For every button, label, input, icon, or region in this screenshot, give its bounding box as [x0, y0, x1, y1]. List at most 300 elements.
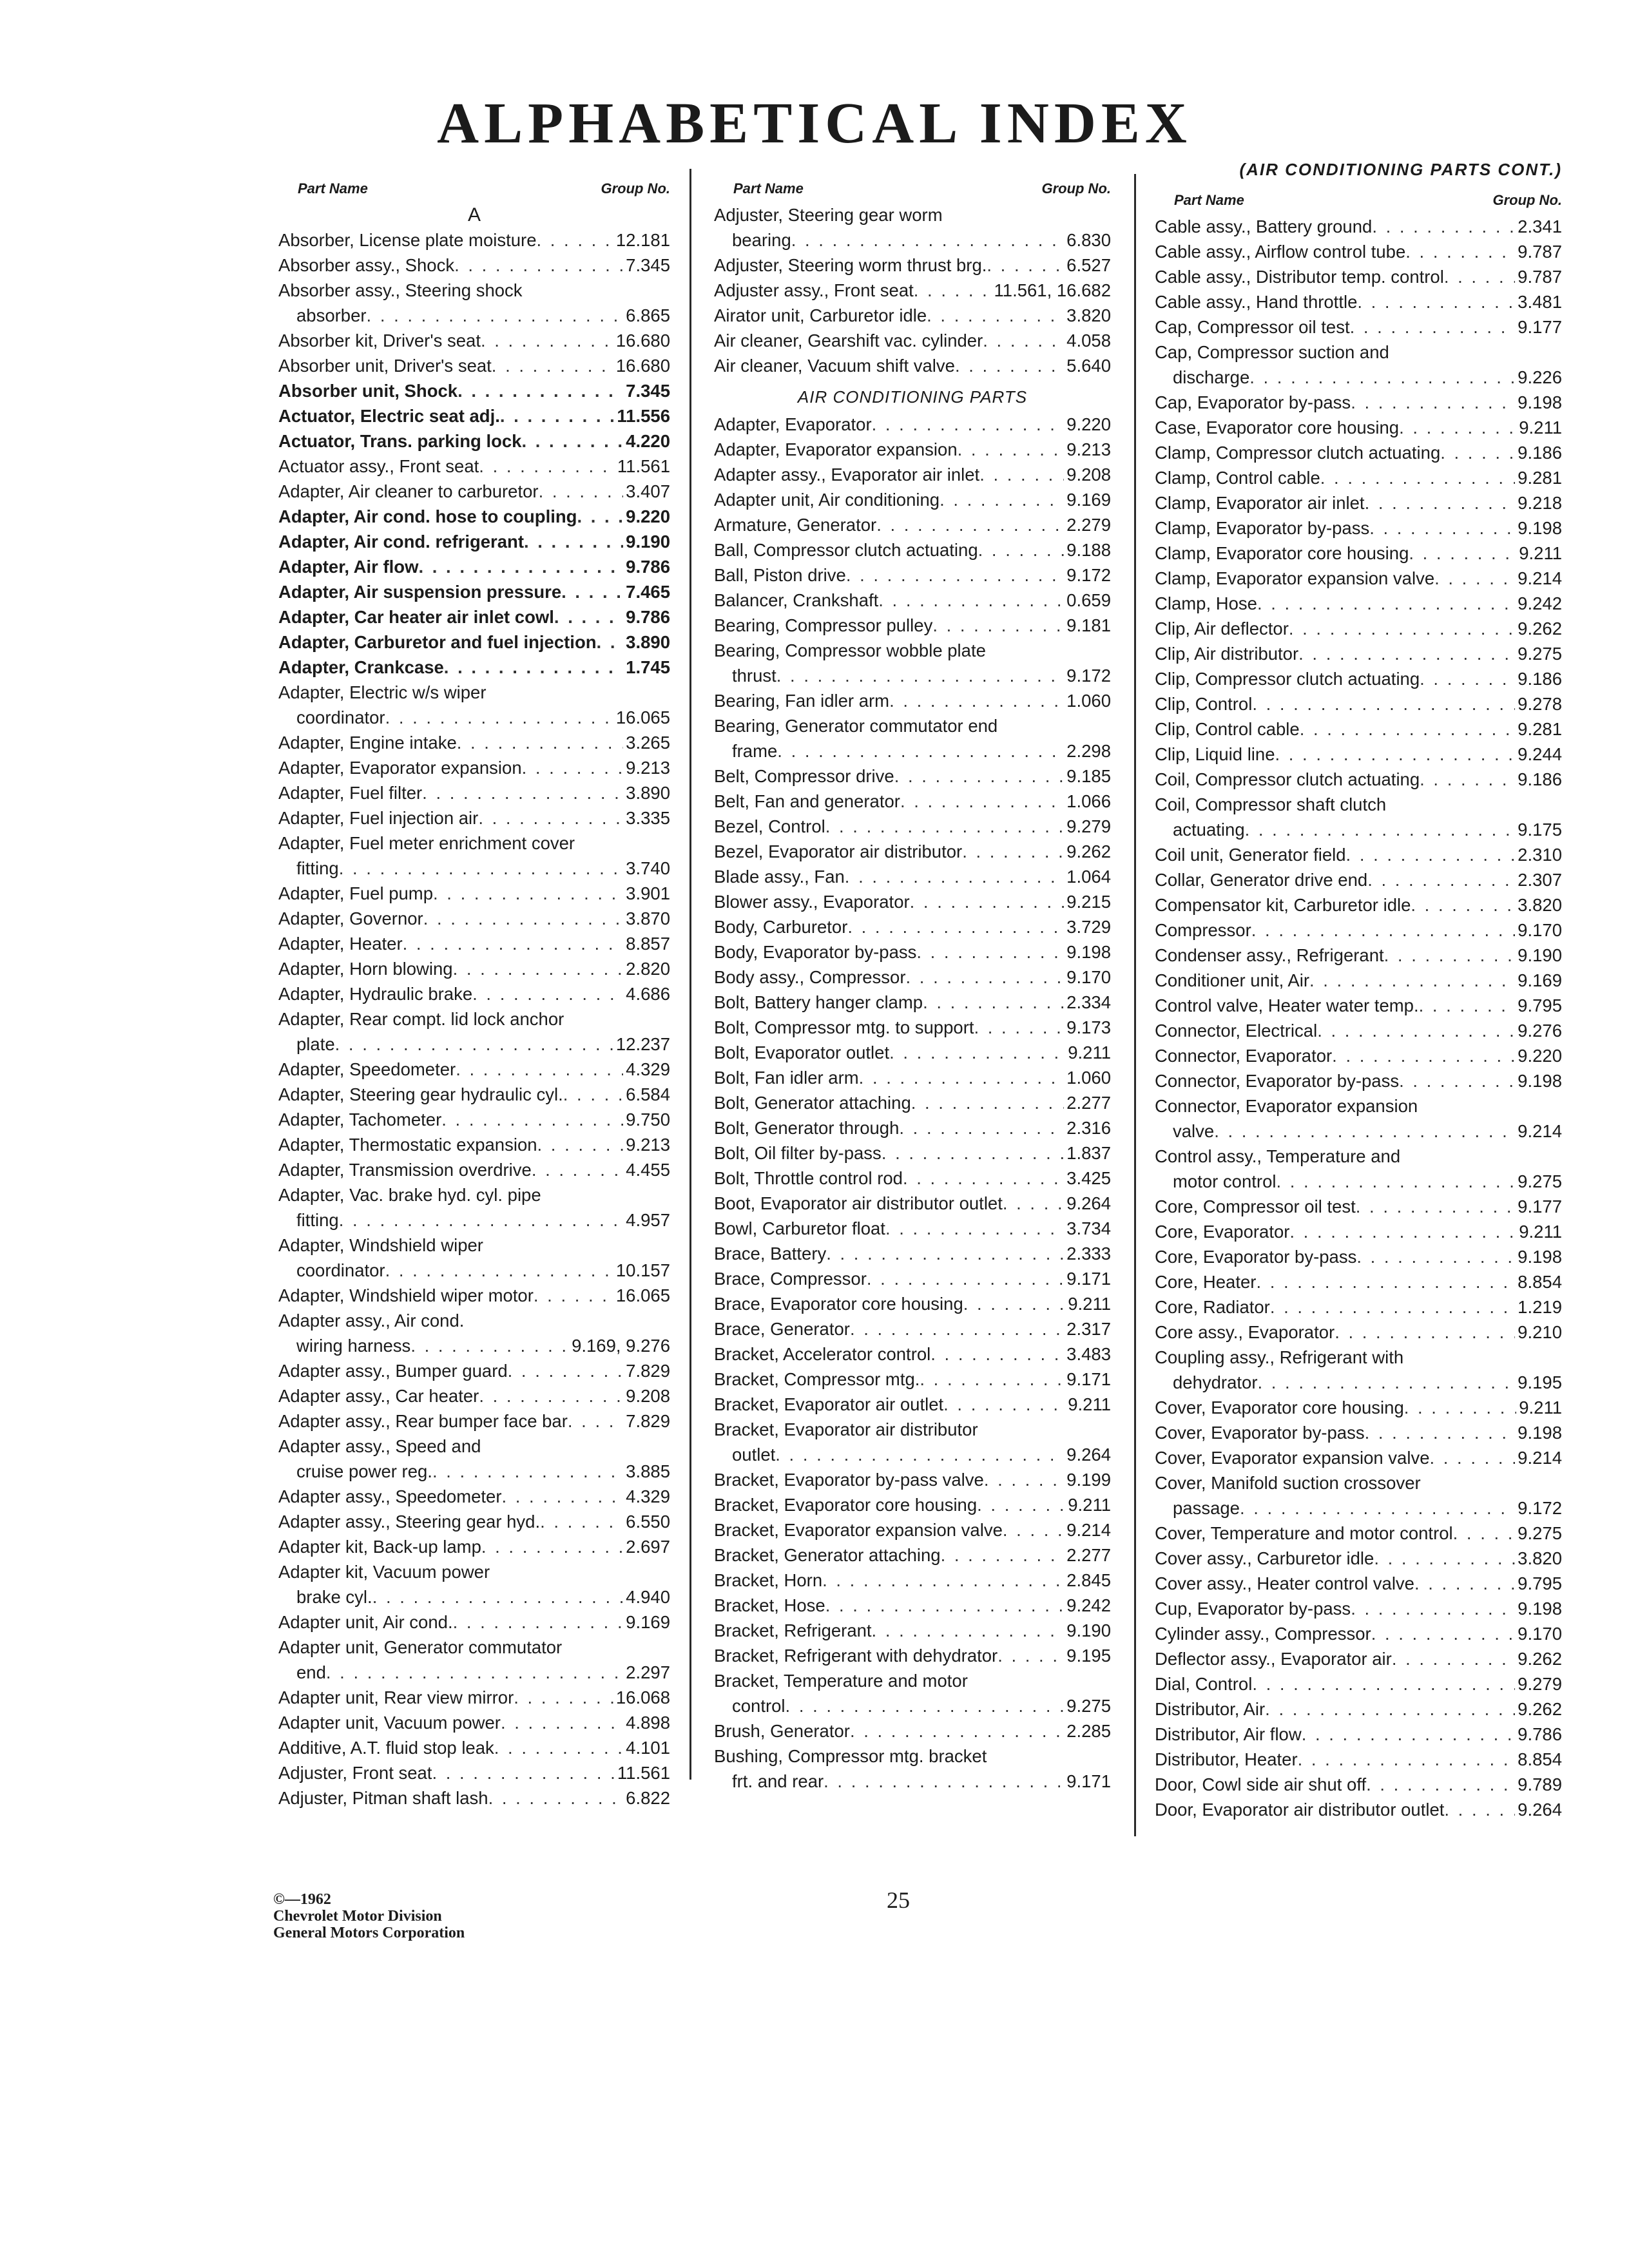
index-entry — [278, 1082, 670, 1107]
group-number: 4.220 — [626, 431, 670, 451]
group-no-header: Group No. — [1492, 192, 1562, 208]
dot-leader — [876, 512, 1064, 537]
index-entry — [1155, 1696, 1562, 1722]
index-entry-continuation — [1155, 1119, 1562, 1144]
index-entry-continuation — [278, 856, 670, 881]
part-name: Blower assy., Evaporator — [714, 892, 910, 912]
group-number: 3.820 — [1518, 895, 1562, 915]
group-number: 9.213 — [626, 758, 670, 778]
part-name: Core, Radiator — [1155, 1297, 1270, 1317]
group-number: 9.211 — [1519, 543, 1562, 563]
dot-leader — [500, 403, 615, 428]
index-entry — [278, 730, 670, 755]
group-number: 2.298 — [1066, 741, 1111, 761]
index-entry — [278, 1182, 670, 1207]
part-name: Absorber kit, Driver's seat — [278, 331, 481, 351]
part-name: Body assy., Compressor — [714, 967, 906, 987]
dot-leader — [481, 1534, 623, 1559]
part-name: Adapter, Air cleaner to carburetor — [278, 481, 539, 501]
index-entry — [714, 1065, 1111, 1090]
part-name: Adapter kit, Back-up lamp — [278, 1537, 481, 1557]
dot-leader — [335, 1032, 613, 1057]
group-number: 3.870 — [626, 908, 670, 928]
group-number: 9.185 — [1066, 766, 1111, 786]
index-entry — [714, 1140, 1111, 1166]
part-name: Connector, Evaporator by-pass — [1155, 1071, 1400, 1091]
index-entry — [1155, 1521, 1562, 1546]
index-entry — [278, 253, 670, 278]
group-number: 9.198 — [1518, 518, 1562, 538]
group-number: 9.211 — [1068, 1294, 1111, 1314]
part-name: Adjuster, Pitman shaft lash — [278, 1788, 488, 1808]
index-entry — [1155, 541, 1562, 566]
dot-leader — [958, 437, 1065, 462]
group-number: 4.058 — [1066, 331, 1111, 351]
group-number: 9.169 — [1518, 970, 1562, 990]
group-number: 2.845 — [1066, 1570, 1111, 1590]
dot-leader — [920, 1367, 1064, 1392]
index-entry — [278, 454, 670, 479]
dot-leader — [850, 1316, 1064, 1341]
part-name: Compensator kit, Carburetor idle — [1155, 895, 1411, 915]
index-entry — [1155, 239, 1562, 264]
group-number: 4.455 — [626, 1160, 670, 1180]
dot-leader — [786, 1693, 1065, 1718]
dot-leader — [984, 1467, 1064, 1492]
index-entry — [1155, 968, 1562, 993]
dot-leader — [532, 1157, 623, 1182]
part-name: Cap, Compressor oil test — [1155, 317, 1350, 337]
dot-leader — [777, 738, 1064, 764]
index-entry — [714, 1492, 1111, 1517]
column-header — [278, 174, 670, 202]
part-name: Adapter assy., Bumper guard — [278, 1361, 508, 1381]
dot-leader — [1309, 968, 1515, 993]
part-name-header: Part Name — [298, 180, 368, 197]
dot-leader — [1350, 314, 1516, 340]
dot-leader — [423, 906, 623, 931]
dot-leader — [791, 227, 1064, 253]
group-number: 16.680 — [615, 356, 670, 376]
index-entry — [278, 1735, 670, 1760]
part-name: Connector, Evaporator expansion — [1155, 1096, 1418, 1116]
part-name: Coil, Compressor shaft clutch — [1155, 794, 1387, 814]
index-entry — [278, 378, 670, 403]
part-name: Bracket, Evaporator by-pass valve — [714, 1470, 984, 1490]
part-name: Adapter assy., Car heater — [278, 1386, 479, 1406]
index-entry — [1155, 1747, 1562, 1772]
index-entry — [278, 1785, 670, 1811]
part-name: Bracket, Evaporator air outlet — [714, 1394, 944, 1414]
part-name: Adapter, Air cond. refrigerant — [278, 532, 524, 552]
index-entry — [1155, 1621, 1562, 1646]
part-name: frt. and rear — [732, 1771, 824, 1791]
group-number: 9.190 — [626, 532, 670, 552]
dot-leader — [1289, 1219, 1516, 1244]
index-entry — [1155, 1018, 1562, 1043]
index-entry — [714, 1643, 1111, 1668]
index-entry — [278, 278, 670, 303]
dot-leader — [900, 789, 1064, 814]
dot-leader — [940, 487, 1064, 512]
dot-leader — [554, 604, 623, 629]
group-number: 2.310 — [1518, 845, 1562, 865]
part-name: Distributor, Heater — [1155, 1749, 1298, 1769]
part-name: Case, Evaporator core housing — [1155, 418, 1400, 437]
index-entry — [1155, 340, 1562, 365]
section-heading: AIR CONDITIONING PARTS — [797, 387, 1028, 407]
part-name: Bracket, Refrigerant with dehydrator — [714, 1646, 998, 1666]
index-entry — [278, 1534, 670, 1559]
part-name: Cylinder assy., Compressor — [1155, 1624, 1371, 1644]
part-name: Cover, Evaporator core housing — [1155, 1398, 1404, 1418]
group-number: 9.169, 9.276 — [572, 1336, 670, 1356]
index-entry — [1155, 892, 1562, 918]
index-entry-continuation — [1155, 817, 1562, 842]
index-entry — [278, 579, 670, 604]
part-name: Cup, Evaporator by-pass — [1155, 1599, 1351, 1619]
part-name: Airator unit, Carburetor idle — [714, 305, 927, 325]
part-name: Ball, Piston drive — [714, 565, 846, 585]
part-name: Absorber assy., Steering shock — [278, 280, 523, 300]
index-entry — [714, 990, 1111, 1015]
part-name: Adapter assy., Air cond. — [278, 1311, 465, 1331]
index-entry — [714, 512, 1111, 537]
dot-leader — [539, 479, 624, 504]
group-number: 2.697 — [626, 1537, 670, 1557]
dot-leader — [998, 1643, 1064, 1668]
corporation-name: General Motors Corporation — [273, 1925, 465, 1941]
group-number: 2.297 — [626, 1662, 670, 1682]
group-number: 1.066 — [1066, 791, 1111, 811]
dot-leader — [1320, 465, 1515, 490]
dot-leader — [1332, 1043, 1515, 1068]
dot-leader — [1302, 1722, 1515, 1747]
group-number: 9.186 — [1518, 769, 1562, 789]
dot-leader — [385, 705, 613, 730]
group-number: 3.335 — [626, 808, 670, 828]
part-name: coordinator — [296, 707, 385, 727]
part-name: Adapter, Evaporator expansion — [278, 758, 522, 778]
dot-leader — [502, 1484, 624, 1509]
group-number: 9.275 — [1518, 1171, 1562, 1191]
dot-leader — [1317, 1018, 1515, 1043]
dot-leader — [1392, 1646, 1515, 1671]
dot-leader — [540, 1509, 623, 1534]
dot-leader — [456, 1057, 623, 1082]
dot-leader — [1399, 1068, 1515, 1093]
dot-leader — [494, 1735, 623, 1760]
dot-leader — [422, 780, 623, 805]
part-name: Belt, Compressor drive — [714, 766, 894, 786]
part-name: Balancer, Crankshaft — [714, 590, 879, 610]
index-entry — [1155, 1445, 1562, 1470]
dot-leader — [1365, 1420, 1516, 1445]
index-entry — [714, 1341, 1111, 1367]
index-entry — [714, 1417, 1111, 1442]
index-entry — [714, 303, 1111, 328]
group-number: 11.556 — [617, 406, 670, 426]
index-entry — [278, 604, 670, 629]
index-entry — [278, 1057, 670, 1082]
dot-leader — [846, 562, 1064, 588]
dot-leader — [1405, 239, 1515, 264]
dot-leader — [508, 1358, 624, 1383]
group-number: 9.787 — [1518, 267, 1562, 287]
part-name: Adapter unit, Air conditioning — [714, 490, 940, 510]
part-name: Adapter, Heater — [278, 934, 403, 954]
index-entry — [278, 1610, 670, 1635]
dot-leader — [1270, 1294, 1515, 1320]
index-entry — [1155, 214, 1562, 239]
part-name: Clip, Air distributor — [1155, 644, 1299, 664]
index-entry — [1155, 1219, 1562, 1244]
dot-leader — [941, 1542, 1065, 1568]
part-name: Bracket, Evaporator air distributor — [714, 1419, 978, 1439]
entry-list — [1155, 214, 1562, 1822]
part-name: Adjuster assy., Front seat — [714, 280, 914, 300]
part-name: absorber — [296, 305, 367, 325]
part-name: Core, Heater — [1155, 1272, 1257, 1292]
index-entry — [278, 1157, 670, 1182]
part-name: fitting — [296, 858, 339, 878]
part-name: Bracket, Hose — [714, 1595, 825, 1615]
dot-leader — [1409, 541, 1516, 566]
dot-leader — [1369, 515, 1515, 541]
group-number: 9.172 — [1066, 565, 1111, 585]
group-number: 9.795 — [1518, 1573, 1562, 1593]
dot-leader — [894, 764, 1064, 789]
index-entry — [714, 1668, 1111, 1693]
group-number: 9.789 — [1518, 1774, 1562, 1794]
group-number: 9.177 — [1518, 1196, 1562, 1216]
part-name: Absorber assy., Shock — [278, 255, 455, 275]
group-number: 9.786 — [626, 607, 670, 627]
part-name: Bolt, Compressor mtg. to support — [714, 1017, 974, 1037]
group-number: 9.262 — [1518, 1649, 1562, 1669]
part-name: wiring harness — [296, 1336, 411, 1356]
dot-leader — [916, 939, 1064, 965]
part-name: Ball, Compressor clutch actuating — [714, 540, 978, 560]
index-entry — [1155, 918, 1562, 943]
group-number: 9.199 — [1066, 1470, 1111, 1490]
group-number: 9.208 — [1066, 465, 1111, 485]
dot-leader — [1252, 691, 1515, 716]
index-entry — [714, 1191, 1111, 1216]
index-entry — [278, 1006, 670, 1032]
index-entry — [278, 504, 670, 529]
part-name: Clamp, Evaporator air inlet — [1155, 493, 1365, 513]
part-name: Adapter, Windshield wiper motor — [278, 1285, 534, 1305]
dot-leader — [326, 1660, 623, 1685]
part-name: Bezel, Evaporator air distributor — [714, 841, 963, 861]
group-number: 8.854 — [1518, 1749, 1562, 1769]
index-entry — [714, 638, 1111, 663]
part-name: Bracket, Temperature and motor — [714, 1671, 968, 1691]
dot-leader — [385, 1258, 613, 1283]
part-name: Bracket, Horn — [714, 1570, 823, 1590]
group-number: 5.640 — [1066, 356, 1111, 376]
index-entry-continuation — [278, 1660, 670, 1685]
part-name: Adapter, Horn blowing — [278, 959, 453, 979]
group-number: 9.171 — [1066, 1369, 1111, 1389]
dot-leader — [899, 1115, 1064, 1140]
part-name: Clip, Air deflector — [1155, 619, 1289, 639]
column-divider — [689, 169, 691, 1780]
index-entry — [278, 403, 670, 428]
group-number: 3.425 — [1066, 1168, 1111, 1188]
index-entry — [1155, 1320, 1562, 1345]
part-name: frame — [732, 741, 778, 761]
index-entry — [714, 1166, 1111, 1191]
part-name: Adapter, Fuel injection air — [278, 808, 479, 828]
dot-leader — [1374, 1546, 1515, 1571]
index-entry — [1155, 1671, 1562, 1696]
part-name: thrust — [732, 666, 776, 686]
part-name: Clip, Compressor clutch actuating — [1155, 669, 1420, 689]
group-number: 9.279 — [1066, 816, 1111, 836]
dot-leader — [472, 981, 623, 1006]
index-entry — [1155, 993, 1562, 1018]
part-name: Bolt, Generator through — [714, 1118, 900, 1138]
part-name-header: Part Name — [733, 180, 804, 197]
group-number: 2.341 — [1518, 216, 1562, 236]
group-number: 9.198 — [1518, 1247, 1562, 1267]
part-name: Bearing, Generator commutator end — [714, 716, 998, 736]
index-entry — [1155, 591, 1562, 616]
dot-leader — [962, 839, 1064, 864]
part-name: Adapter, Air flow — [278, 557, 419, 577]
part-name: Clamp, Compressor clutch actuating — [1155, 443, 1441, 463]
part-name: Blade assy., Fan — [714, 867, 845, 887]
part-name: Bezel, Control — [714, 816, 825, 836]
index-entry — [714, 1392, 1111, 1417]
index-entry — [714, 1015, 1111, 1040]
group-number: 6.865 — [626, 305, 670, 325]
index-entry — [278, 931, 670, 956]
dot-leader — [514, 1685, 613, 1710]
dot-leader — [453, 956, 624, 981]
part-name: fitting — [296, 1210, 339, 1230]
part-name: Adapter, Windshield wiper — [278, 1235, 483, 1255]
index-entry — [278, 1509, 670, 1534]
group-number: 9.211 — [1519, 418, 1562, 437]
group-number: 9.171 — [1066, 1771, 1111, 1791]
index-entry — [1155, 390, 1562, 415]
index-entry — [278, 1358, 670, 1383]
index-entry — [714, 789, 1111, 814]
part-name: outlet — [732, 1445, 776, 1465]
index-entry — [1155, 415, 1562, 440]
dot-leader — [457, 730, 623, 755]
group-number: 2.277 — [1066, 1093, 1111, 1113]
index-entry — [714, 1266, 1111, 1291]
part-name: Core, Evaporator — [1155, 1222, 1290, 1242]
index-entry — [714, 537, 1111, 562]
index-entry — [1155, 1571, 1562, 1596]
dot-leader — [882, 1140, 1064, 1166]
index-entry — [278, 1484, 670, 1509]
group-number: 2.317 — [1066, 1319, 1111, 1339]
index-entry — [714, 839, 1111, 864]
index-entry — [1155, 616, 1562, 641]
group-number: 9.198 — [1518, 1423, 1562, 1443]
group-number: 9.276 — [1518, 1021, 1562, 1041]
group-number: 9.181 — [1066, 615, 1111, 635]
dot-leader — [444, 655, 623, 680]
part-name: Core, Compressor oil test — [1155, 1196, 1356, 1216]
part-name: Adapter, Engine intake — [278, 733, 457, 753]
index-entry — [714, 1718, 1111, 1744]
group-number: 7.345 — [626, 255, 670, 275]
index-entry — [1155, 641, 1562, 666]
letter-heading: A — [467, 204, 481, 226]
index-entry — [1155, 289, 1562, 314]
dot-leader — [1346, 842, 1516, 867]
index-entry — [278, 956, 670, 981]
page-title: ALPHABETICAL INDEX — [437, 91, 1192, 155]
column-header — [714, 174, 1111, 202]
part-name: Door, Evaporator air distributor outlet — [1155, 1800, 1445, 1820]
index-entry — [278, 1710, 670, 1735]
group-number: 2.285 — [1066, 1721, 1111, 1741]
index-entry — [714, 562, 1111, 588]
dot-leader — [1251, 918, 1515, 943]
section-continued-header: (AIR CONDITIONING PARTS CONT.) — [1239, 160, 1562, 179]
index-entry — [278, 1434, 670, 1459]
index-entry — [1155, 1646, 1562, 1671]
part-name: Adapter, Tachometer — [278, 1110, 442, 1129]
part-name: motor control — [1173, 1171, 1277, 1191]
group-number: 3.483 — [1066, 1344, 1111, 1364]
group-number: 9.214 — [1518, 1121, 1562, 1141]
dot-leader — [441, 1107, 623, 1132]
part-name: Bolt, Battery hanger clamp — [714, 992, 923, 1012]
dot-leader — [1411, 892, 1515, 918]
dot-leader — [432, 1760, 614, 1785]
part-name: Cover assy., Heater control valve — [1155, 1573, 1414, 1593]
group-number: 9.795 — [1518, 995, 1562, 1015]
group-number: 7.829 — [626, 1411, 670, 1431]
part-name: Clamp, Control cable — [1155, 468, 1320, 488]
part-name: Control valve, Heater water temp. — [1155, 995, 1419, 1015]
index-entry — [714, 1216, 1111, 1241]
part-name: Brace, Battery — [714, 1244, 827, 1264]
entry-list — [714, 202, 1111, 1794]
part-name: Adapter, Thermostatic expansion — [278, 1135, 537, 1155]
group-number: 4.898 — [626, 1713, 670, 1733]
group-number: 3.885 — [626, 1461, 670, 1481]
part-name: Bolt, Generator attaching — [714, 1093, 911, 1113]
index-entry — [714, 864, 1111, 889]
dot-leader — [1384, 943, 1516, 968]
group-number: 9.264 — [1518, 1800, 1562, 1820]
group-number: 6.584 — [626, 1084, 670, 1104]
part-name: Bracket, Evaporator expansion valve — [714, 1520, 1003, 1540]
group-number: 9.169 — [626, 1612, 670, 1632]
part-name: Brush, Generator — [714, 1721, 850, 1741]
index-entry — [278, 629, 670, 655]
group-number: 9.198 — [1066, 942, 1111, 962]
part-name: coordinator — [296, 1260, 385, 1280]
part-name: Adapter, Air suspension pressure — [278, 582, 562, 602]
part-name: Coil unit, Generator field — [1155, 845, 1346, 865]
group-number: 3.729 — [1066, 917, 1111, 937]
group-number: 9.262 — [1518, 619, 1562, 639]
dot-leader — [847, 914, 1064, 939]
group-number: 3.820 — [1518, 1548, 1562, 1568]
part-name: Adapter, Carburetor and fuel injection — [278, 632, 597, 652]
